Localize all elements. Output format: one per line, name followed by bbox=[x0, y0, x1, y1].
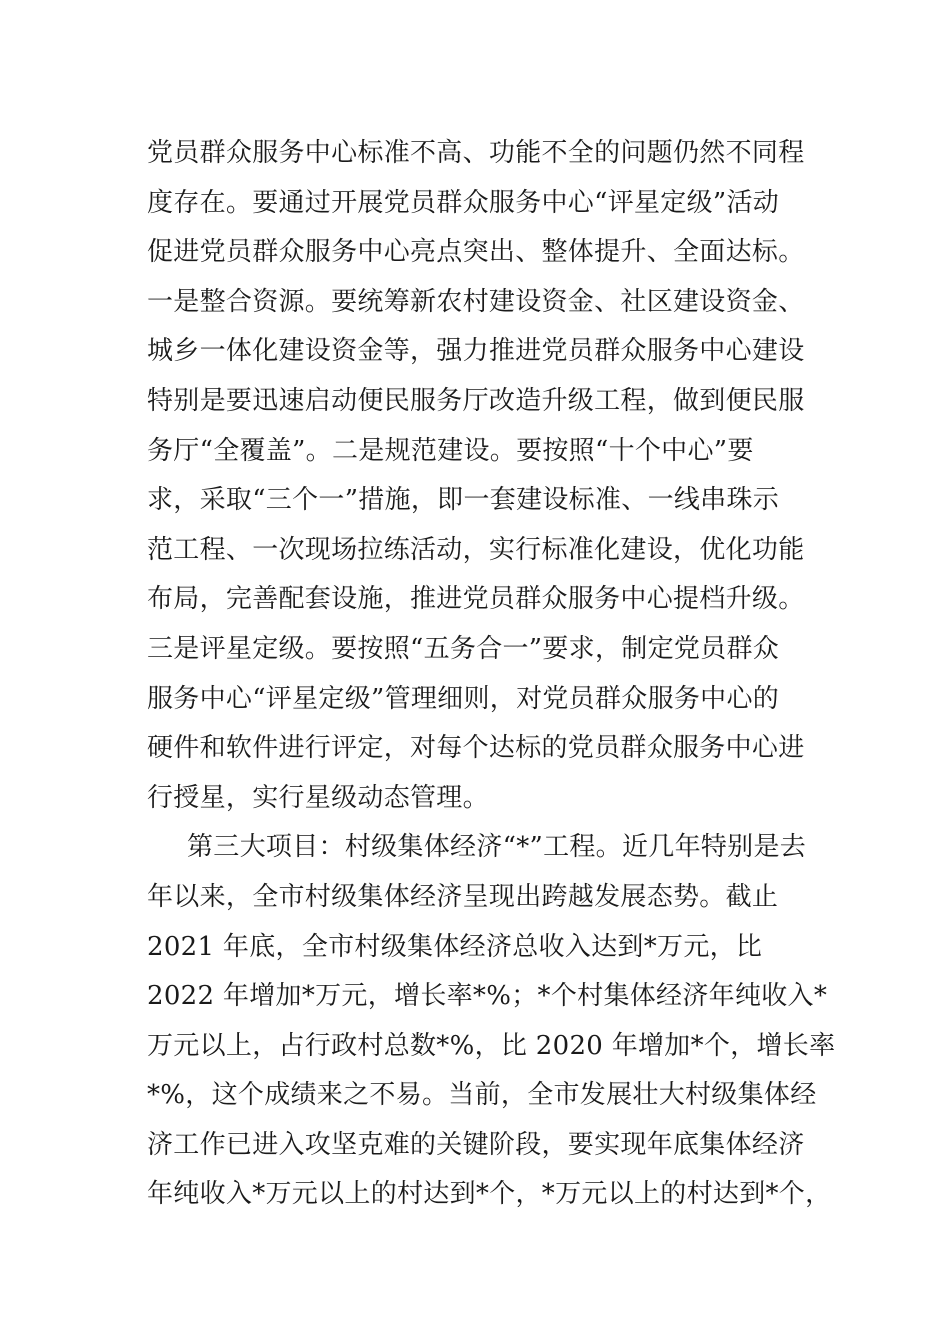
text-line: 行授星，实行星级动态管理。 bbox=[147, 782, 489, 813]
text-line: 促进党员群众服务中心亮点突出、整体提升、全面达标。 bbox=[147, 237, 805, 268]
text-line: 万元以上，占行政村总数*%，比 2020 年增加*个，增长率 bbox=[147, 1030, 836, 1061]
text-line: 城乡一体化建设资金等，强力推进党员群众服务中心建设 bbox=[147, 336, 805, 367]
text-line: 范工程、一次现场拉练活动，实行标准化建设，优化功能 bbox=[147, 534, 805, 565]
text-line: *%，这个成绩来之不易。当前，全市发展壮大村级集体经 bbox=[147, 1080, 817, 1111]
text-line: 特别是要迅速启动便民服务厅改造升级工程，做到便民服 bbox=[147, 385, 805, 416]
text-line: 济工作已进入攻坚克难的关键阶段，要实现年底集体经济 bbox=[147, 1129, 805, 1160]
text-line: 一是整合资源。要统筹新农村建设资金、社区建设资金、 bbox=[147, 286, 805, 317]
paragraph-start-line: 第三大项目：村级集体经济“*”工程。近几年特别是去 bbox=[187, 832, 807, 863]
text-line: 布局，完善配套设施，推进党员群众服务中心提档升级。 bbox=[147, 584, 805, 615]
text-line: 党员群众服务中心标准不高、功能不全的问题仍然不同程 bbox=[147, 138, 805, 168]
text-line: 求，采取“三个一”措施，即一套建设标准、一线串珠示 bbox=[147, 485, 780, 516]
text-line: 2021 年底，全市村级集体经济总收入达到*万元，比 bbox=[147, 931, 763, 962]
text-line: 年以来，全市村级集体经济呈现出跨越发展态势。截止 bbox=[147, 881, 779, 912]
text-line: 务厅“全覆盖”。二是规范建设。要按照“十个中心”要 bbox=[147, 435, 754, 466]
text-line: 硬件和软件进行评定，对每个达标的党员群众服务中心进 bbox=[147, 733, 805, 764]
text-line: 2022 年增加*万元，增长率*%；*个村集体经济年纯收入* bbox=[147, 981, 828, 1012]
body-text bbox=[147, 129, 836, 1220]
text-line: 年纯收入*万元以上的村达到*个，*万元以上的村达到*个， bbox=[147, 1179, 832, 1210]
text-line: 服务中心“评星定级”管理细则，对党员群众服务中心的 bbox=[147, 683, 780, 714]
text-line: 三是评星定级。要按照“五务合一”要求，制定党员群众 bbox=[147, 633, 780, 664]
text-line: 度存在。要通过开展党员群众服务中心“评星定级”活动 bbox=[147, 187, 780, 218]
